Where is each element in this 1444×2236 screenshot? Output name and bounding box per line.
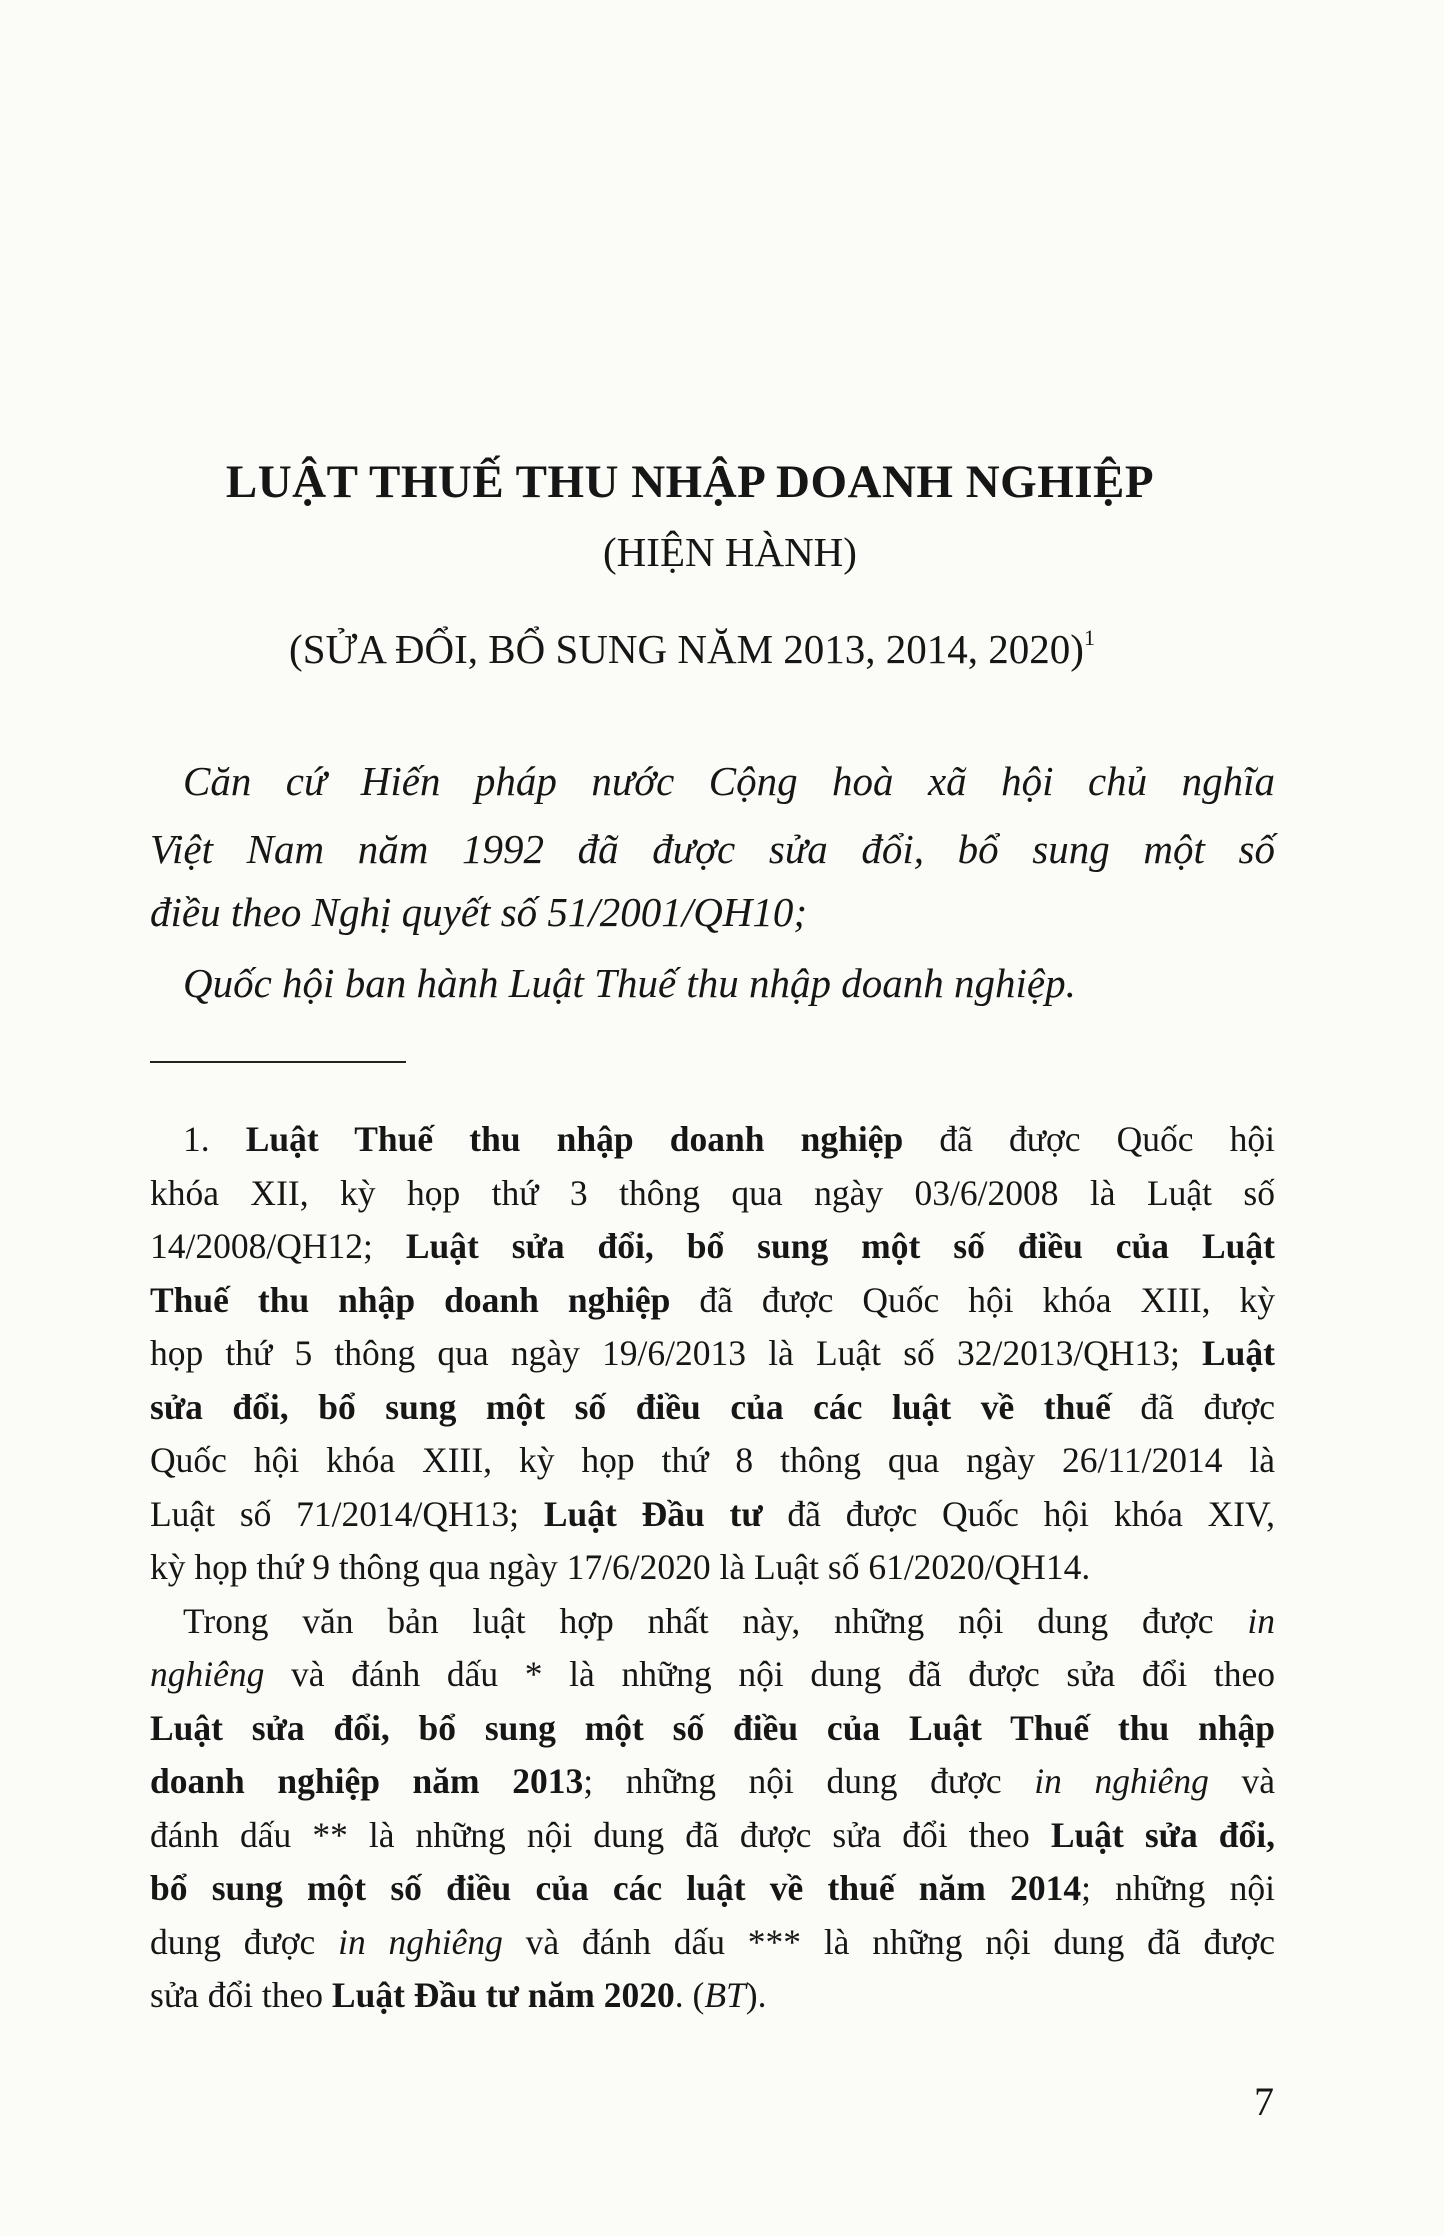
bold-text: bổ sung một số điều của các luật về thuế năm 2014 — [150, 1868, 1082, 1908]
text-segment: và đánh dấu * là những nội dung đã được sửa đổi theo — [264, 1654, 1275, 1694]
footnote-line — [150, 1702, 1275, 1756]
text-segment: ; những nội — [1081, 1868, 1275, 1908]
preamble-line: Việt Nam năm 1992 đã được sửa đổi, bổ sung một số — [150, 826, 1275, 872]
bold-text: Luật sửa đổi, bổ sung một số điều của Luật Thuế thu nhập — [150, 1707, 1275, 1748]
footnote-line — [150, 1381, 1275, 1435]
law-amendment-line — [0, 625, 1414, 673]
text-segment: ). — [745, 1975, 767, 2015]
footnote-line — [150, 1541, 1275, 1595]
footnote-line — [150, 1916, 1275, 1970]
bold-text: Luật Thuế thu nhập doanh nghiệp — [245, 1119, 904, 1159]
bold-text: Luật sửa đổi, — [1050, 1814, 1276, 1855]
law-status: (HIỆN HÀNH) — [603, 529, 857, 575]
footnote-line — [150, 1969, 1275, 2023]
text-segment: đã được — [1110, 1386, 1275, 1427]
text-segment: 1. — [183, 1119, 246, 1159]
footnote-line — [150, 1220, 1275, 1274]
page-number: 7 — [1254, 2079, 1274, 2124]
footnote-reference: 1 — [1083, 625, 1095, 650]
text-segment: sửa đổi theo — [150, 1975, 332, 2015]
law-title: LUẬT THUẾ THU NHẬP DOANH NGHIỆP — [225, 456, 1155, 508]
footnote-line — [150, 1648, 1275, 1702]
bold-text: Luật Đầu tư năm 2020 — [331, 1975, 675, 2015]
footnote-line — [150, 1809, 1275, 1863]
bold-text: Thuế thu nhập doanh nghiệp — [150, 1279, 671, 1320]
text-segment: . ( — [674, 1975, 705, 2015]
text-segment: ; những nội dung được — [583, 1761, 1035, 1801]
footnote-line — [183, 1595, 1275, 1649]
footnote-line — [150, 1434, 1275, 1488]
italic-text: BT — [704, 1975, 746, 2015]
bold-text: Luật sửa đổi, bổ sung một số điều của Luật — [405, 1226, 1275, 1266]
text-segment: Luật số 71/2014/QH13; — [150, 1493, 544, 1534]
text-segment: đã được Quốc hội khóa XIII, kỳ — [670, 1279, 1275, 1320]
text-segment: và — [1208, 1761, 1275, 1801]
footnote-line — [150, 1862, 1275, 1916]
preamble-line: Quốc hội ban hành Luật Thuế thu nhập doanh nghiệp. — [183, 960, 1076, 1006]
footnote-line — [150, 1327, 1275, 1381]
footnote-line — [183, 1113, 1275, 1167]
text-segment: dung được — [150, 1921, 339, 1962]
text-segment: khóa XII, kỳ họp thứ 3 thông qua ngày 03/6/2008 là Luật số — [150, 1172, 1275, 1213]
amendment-text: (SỬA ĐỔI, BỔ SUNG NĂM 2013, 2014, 2020) — [289, 626, 1084, 672]
preamble-line: điều theo Nghị quyết số 51/2001/QH10; — [150, 889, 808, 935]
italic-text: in nghiêng — [1034, 1761, 1209, 1801]
bold-text: sửa đổi, bổ sung một số điều của các luật về thuế — [150, 1386, 1111, 1427]
bold-text: Luật Đầu tư — [543, 1493, 763, 1534]
footnote-line — [150, 1274, 1275, 1328]
text-segment: Quốc hội khóa XIII, kỳ họp thứ 8 thông qua ngày 26/11/2014 là — [150, 1440, 1275, 1480]
text-segment: 14/2008/QH12; — [150, 1226, 406, 1266]
text-segment: Trong văn bản luật hợp nhất này, những nội dung được — [183, 1600, 1248, 1641]
text-segment: đã được Quốc hội khóa XIV, — [762, 1493, 1276, 1534]
preamble-line: Căn cứ Hiến pháp nước Cộng hoà xã hội chủ nghĩa — [183, 758, 1275, 804]
text-segment: và đánh dấu *** là những nội dung đã được — [502, 1921, 1275, 1962]
text-segment: đánh dấu ** là những nội dung đã được sửa đổi theo — [150, 1814, 1051, 1855]
footnote-divider — [150, 1061, 406, 1063]
footnote-line — [150, 1167, 1275, 1221]
text-segment: họp thứ 5 thông qua ngày 19/6/2013 là Luật số 32/2013/QH13; — [150, 1333, 1202, 1373]
italic-text: nghiêng — [150, 1654, 265, 1694]
bold-text: doanh nghiệp năm 2013 — [150, 1761, 584, 1801]
footnote-line — [150, 1488, 1275, 1542]
italic-text: in — [1247, 1600, 1275, 1641]
italic-text: in nghiêng — [338, 1921, 503, 1962]
bold-text: Luật — [1202, 1333, 1275, 1373]
footnote-line — [150, 1755, 1275, 1809]
text-segment: đã được Quốc hội — [903, 1119, 1275, 1159]
text-segment: kỳ họp thứ 9 thông qua ngày 17/6/2020 là Luật số 61/2020/QH14. — [150, 1547, 1091, 1587]
